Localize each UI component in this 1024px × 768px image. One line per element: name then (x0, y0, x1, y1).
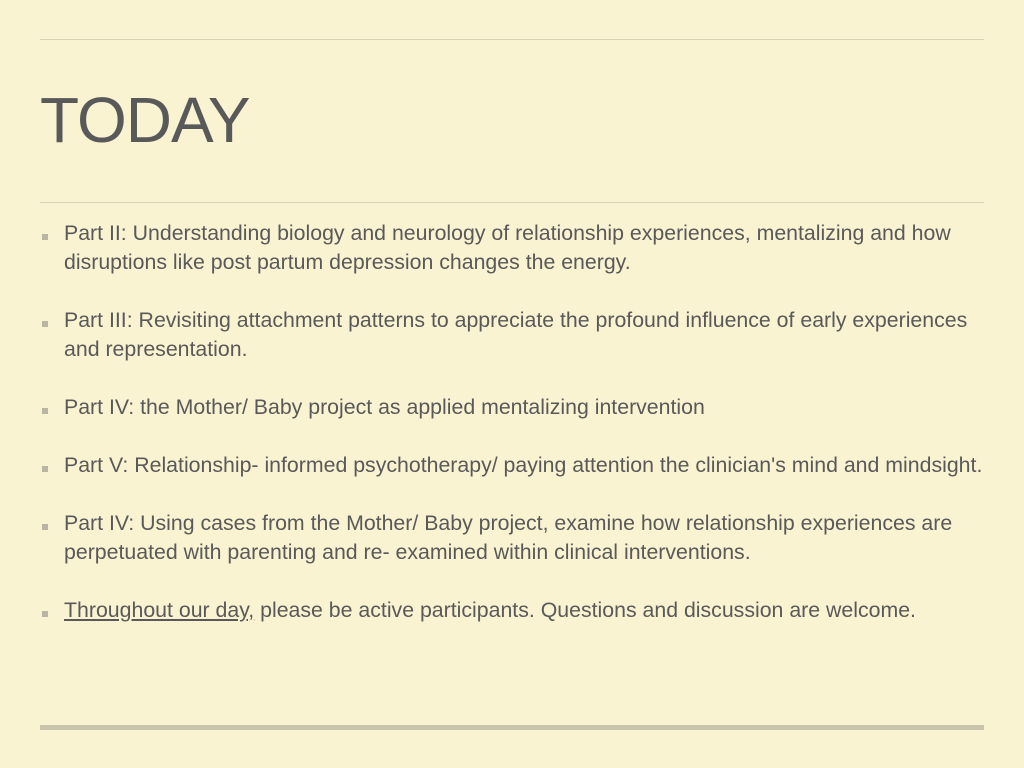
bullet-text: Part III: Revisiting attachment patterns to appreciate the profound influence of early experiences and representation. (64, 308, 968, 361)
bullet-item-participation (40, 596, 990, 625)
slide-title: TODAY (40, 84, 250, 156)
top-divider (40, 39, 984, 40)
title-divider (40, 202, 984, 203)
square-bullet-icon (42, 408, 48, 414)
bullet-text: Part IV: the Mother/ Baby project as applied mentalizing intervention (64, 395, 705, 419)
bullet-item-part-4 (40, 393, 990, 422)
square-bullet-icon (42, 321, 48, 327)
bottom-divider (40, 725, 984, 730)
square-bullet-icon (42, 524, 48, 530)
bullet-item-part-4-cases (40, 509, 990, 567)
bullet-list (40, 219, 990, 625)
bullet-item-part-5 (40, 451, 990, 480)
square-bullet-icon (42, 611, 48, 617)
bullet-item-part-3 (40, 306, 990, 364)
throughout-our-day-link[interactable]: Throughout our day, (64, 598, 255, 622)
bullet-text: Part V: Relationship- informed psychotherapy/ paying attention the clinician's mind and mindsight. (64, 453, 983, 477)
bullet-item-part-2 (40, 219, 990, 277)
bullet-text: Part IV: Using cases from the Mother/ Baby project, examine how relationship experiences are perpetuated with parenting and re- examined within clinical interventions. (64, 511, 953, 564)
bullet-text: please be active participants. Questions and discussion are welcome. (254, 598, 916, 622)
bullet-text: Part II: Understanding biology and neurology of relationship experiences, mentalizing and how disruptions like post partum depression changes the energy. (64, 221, 951, 274)
square-bullet-icon (42, 466, 48, 472)
square-bullet-icon (42, 234, 48, 240)
